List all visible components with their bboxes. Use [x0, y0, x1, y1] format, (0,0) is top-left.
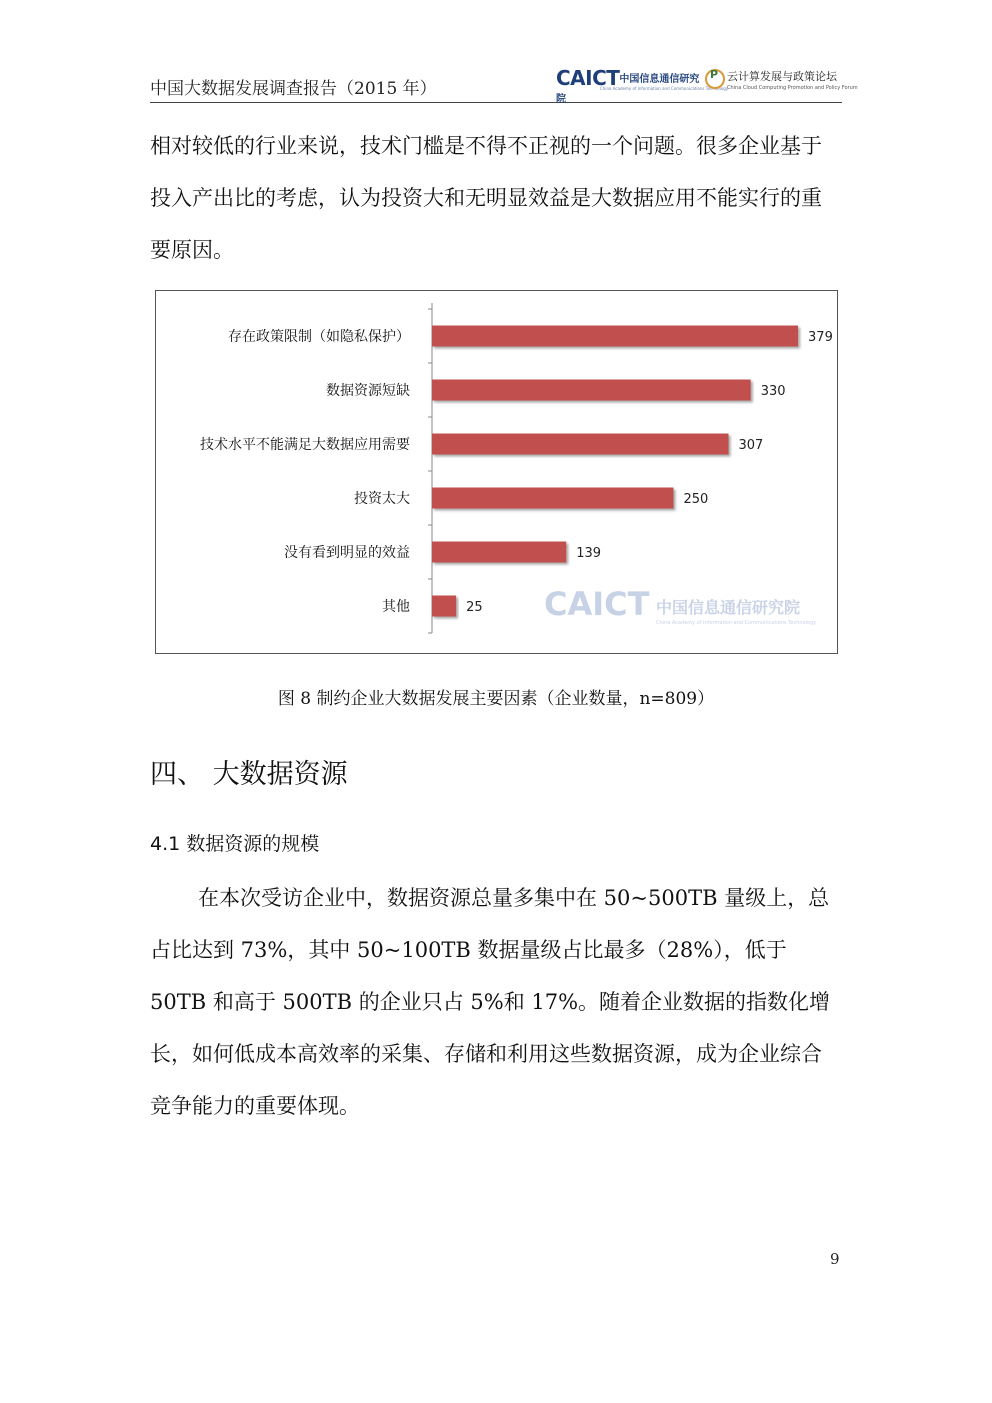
data-label: 330	[760, 384, 786, 399]
header-title: 中国大数据发展调查报告（2015 年）	[150, 79, 437, 99]
category-label: 数据资源短缺	[326, 383, 410, 399]
caict-logo-cn: 中国信息通信研究院	[556, 74, 700, 105]
caict-logo-en: China Academy of Information and Communications Technology	[600, 86, 729, 91]
bar-chart	[155, 290, 838, 654]
category-label: 投资太大	[354, 491, 410, 507]
ccpp-logo-en: China Cloud Computing Promotion and Policy Forum	[727, 85, 858, 91]
ccpp-logo-cn: 云计算发展与政策论坛	[727, 70, 837, 83]
caict-logo-text: CAICT	[556, 66, 620, 90]
section-title: 四、 大数据资源	[150, 759, 348, 790]
page-header	[150, 62, 858, 105]
data-label: 250	[683, 492, 709, 507]
data-label: 139	[576, 546, 602, 561]
bar	[432, 542, 566, 563]
paragraph-1: 相对较低的行业来说，技术门槛是不得不正视的一个问题。很多企业基于投入产出比的考虑，认为投资大和无明显效益是大数据应用不能实行的重要原因。	[150, 134, 822, 262]
bar	[432, 434, 728, 455]
page-number: 9	[830, 1250, 840, 1268]
subsection-title: 4.1 数据资源的规模	[150, 833, 320, 855]
watermark-text: CAICT	[544, 585, 650, 623]
category-label: 其他	[382, 599, 410, 615]
paragraph-2: 在本次受访企业中，数据资源总量多集中在 50~500TB 量级上，总占比达到 73%，其中 50~100TB 数据量级占比最多（28%），低于 50TB 和高于 500TB 的企业只占 5%和 17%。随着企业数据的指数化增长，如何低成本高效率的采集、存储和利用这些数据资源，成为企业综合竞争能力的重要体现。	[150, 886, 831, 1118]
figure-caption: 图 8 制约企业大数据发展主要因素（企业数量，n=809）	[277, 689, 715, 709]
data-label: 25	[466, 600, 483, 615]
bar-chart-svg	[156, 291, 837, 653]
bar	[432, 326, 798, 347]
category-label: 没有看到明显的效益	[284, 545, 410, 561]
watermark-en: China Academy of Information and Communications Technology	[656, 620, 817, 626]
watermark-cn: 中国信息通信研究院	[656, 598, 801, 617]
data-label: 307	[738, 438, 764, 453]
bar	[432, 380, 751, 401]
category-label: 存在政策限制（如隐私保护）	[228, 329, 410, 345]
ccpp-logo	[705, 66, 858, 96]
category-label: 技术水平不能满足大数据应用需要	[200, 437, 410, 453]
ccpp-logo-mark-icon: P	[710, 68, 719, 81]
bar	[432, 488, 673, 509]
data-label: 379	[808, 330, 833, 345]
caict-logo	[556, 66, 729, 105]
bar	[432, 596, 456, 617]
